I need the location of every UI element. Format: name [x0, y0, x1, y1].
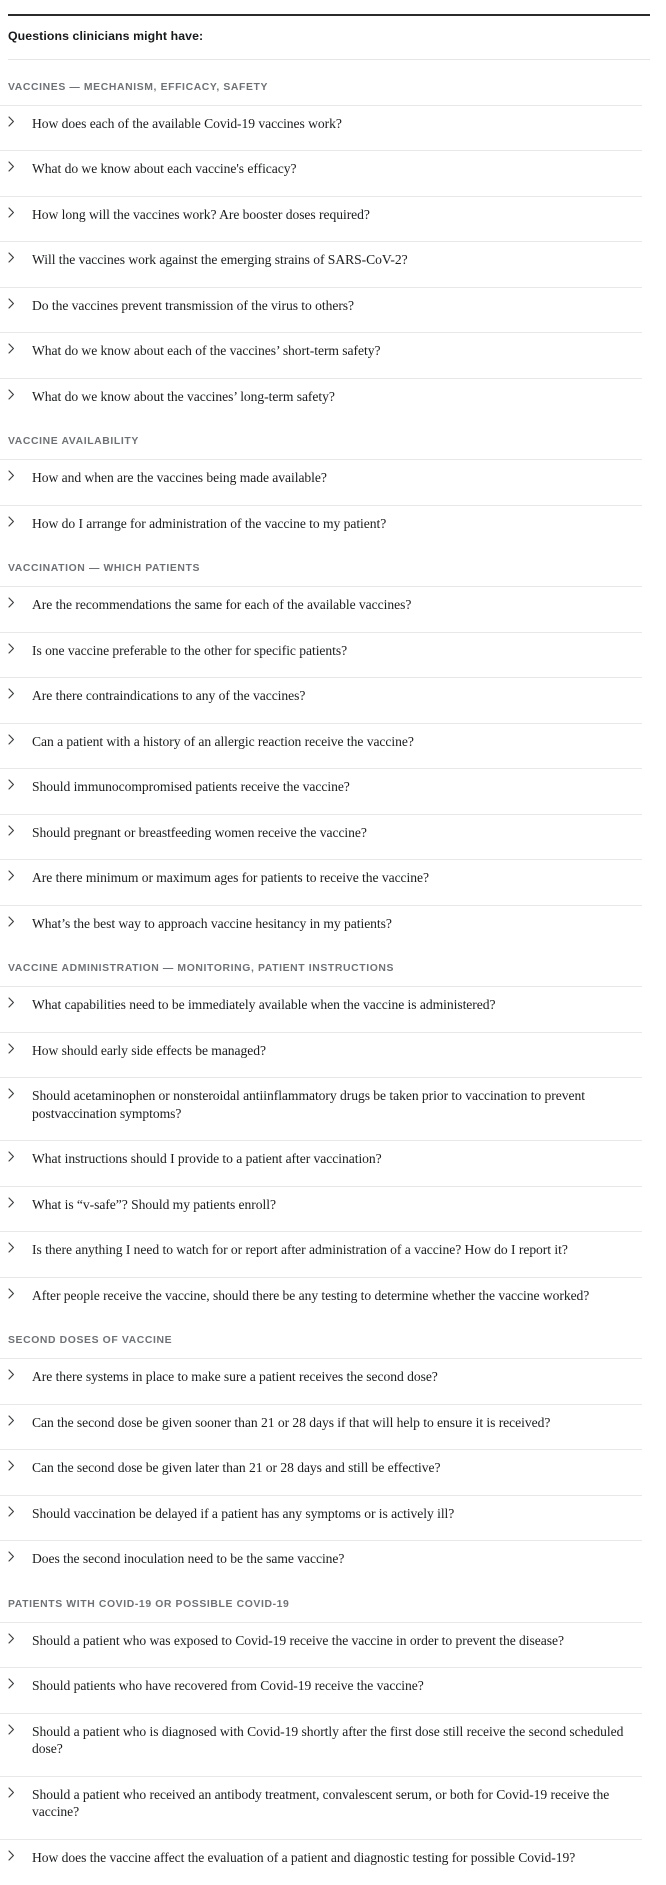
section-header-second-doses-of-vaccine: SECOND DOSES OF VACCINE: [8, 1335, 173, 1347]
question-item[interactable]: [0, 1540, 642, 1577]
question-item[interactable]: [0, 1358, 642, 1395]
chevron-right-icon[interactable]: [8, 1368, 32, 1380]
question-item[interactable]: [0, 1077, 642, 1131]
question-item[interactable]: [0, 1404, 642, 1441]
question-text: Should a patient who received an antibody treatment, convalescent serum, or both for Covid-19 receive the vaccine?: [32, 1786, 610, 1820]
question-text: Are the recommendations the same for each of the available vaccines?: [32, 597, 412, 613]
chevron-right-icon[interactable]: [8, 1849, 32, 1861]
faq-section-vaccines-mechanism-efficacy-safety: [0, 60, 666, 415]
chevron-right-icon[interactable]: [8, 1087, 32, 1099]
chevron-right-icon[interactable]: [8, 687, 32, 699]
question-text: Can the second dose be given sooner than 21 or 28 days if that will help to ensure it is received?: [32, 1414, 551, 1430]
question-text: Can the second dose be given later than 21 or 28 days and still be effective?: [32, 1460, 441, 1476]
question-text: Is there anything I need to watch for or report after administration of a vaccine? How do I report it?: [32, 1242, 568, 1258]
chevron-right-icon[interactable]: [8, 388, 32, 400]
question-item[interactable]: [0, 196, 642, 233]
faq-sections: [0, 60, 666, 1876]
question-item[interactable]: [0, 768, 642, 805]
chevron-right-icon[interactable]: [8, 206, 32, 218]
question-text: What capabilities need to be immediately available when the vaccine is administered?: [32, 997, 496, 1013]
question-item[interactable]: [0, 1140, 642, 1177]
question-text: Are there minimum or maximum ages for patients to receive the vaccine?: [32, 870, 429, 886]
question-item[interactable]: [0, 241, 642, 278]
question-item[interactable]: [0, 1776, 642, 1830]
question-text: How do I arrange for administration of the vaccine to my patient?: [32, 515, 387, 531]
faq-section-second-doses-of-vaccine: [0, 1313, 666, 1577]
question-text: What do we know about the vaccines’ long-term safety?: [32, 388, 335, 404]
chevron-right-icon[interactable]: [8, 1459, 32, 1471]
question-item[interactable]: [0, 105, 642, 142]
question-text: Are there contraindications to any of the vaccines?: [32, 688, 306, 704]
chevron-right-icon[interactable]: [8, 115, 32, 127]
question-text: What’s the best way to approach vaccine hesitancy in my patients?: [32, 915, 392, 931]
chevron-right-icon[interactable]: [8, 1287, 32, 1299]
chevron-right-icon[interactable]: [8, 1677, 32, 1689]
question-text: Will the vaccines work against the emerging strains of SARS-CoV-2?: [32, 252, 408, 268]
question-text: What do we know about each vaccine's efficacy?: [32, 161, 297, 177]
page-title: Questions clinicians might have:: [8, 29, 204, 43]
question-item[interactable]: [0, 1231, 642, 1268]
bottom-spacer: [0, 1875, 666, 1885]
question-text: Should acetaminophen or nonsteroidal antiinflammatory drugs be taken prior to vaccination to prevent postvaccination symptoms?: [32, 1088, 585, 1121]
question-text: What do we know about each of the vaccines’ short-term safety?: [32, 343, 381, 359]
question-item[interactable]: [0, 1713, 642, 1767]
question-item[interactable]: [0, 814, 642, 851]
question-list: [0, 1358, 666, 1577]
chevron-right-icon[interactable]: [8, 1241, 32, 1253]
question-item[interactable]: [0, 1277, 642, 1314]
question-text: Should a patient who was exposed to Covid-19 receive the vaccine in order to prevent the disease?: [32, 1632, 564, 1648]
question-item[interactable]: [0, 1186, 642, 1223]
question-list: [0, 1622, 666, 1876]
question-text: What is “v-safe”? Should my patients enroll?: [32, 1196, 276, 1212]
question-item[interactable]: [0, 459, 642, 496]
question-list: [0, 459, 666, 541]
section-header-vaccination-which-patients: VACCINATION — WHICH PATIENTS: [8, 563, 201, 575]
question-text: How does the vaccine affect the evaluation of a patient and diagnostic testing for possible Covid-19?: [32, 1849, 576, 1865]
question-item[interactable]: [0, 1622, 642, 1659]
chevron-right-icon[interactable]: [8, 869, 32, 881]
chevron-right-icon[interactable]: [8, 515, 32, 527]
question-text: How does each of the available Covid-19 vaccines work?: [32, 115, 342, 131]
question-text: After people receive the vaccine, should there be any testing to determine whether the vaccine worked?: [32, 1287, 590, 1303]
chevron-right-icon[interactable]: [8, 996, 32, 1008]
question-text: Can a patient with a history of an allergic reaction receive the vaccine?: [32, 733, 414, 749]
chevron-right-icon[interactable]: [8, 733, 32, 745]
faq-section-patients-with-covid-19-or-possible-covid-19: [0, 1577, 666, 1876]
question-item[interactable]: [0, 586, 642, 623]
question-text: Should immunocompromised patients receive the vaccine?: [32, 779, 350, 795]
question-text: What instructions should I provide to a patient after vaccination?: [32, 1151, 382, 1167]
chevron-right-icon[interactable]: [8, 596, 32, 608]
question-text: Should vaccination be delayed if a patient has any symptoms or is actively ill?: [32, 1505, 455, 1521]
question-item[interactable]: [0, 1449, 642, 1486]
chevron-right-icon[interactable]: [8, 1550, 32, 1562]
question-text: Do the vaccines prevent transmission of the virus to others?: [32, 297, 355, 313]
question-text: Should patients who have recovered from Covid-19 receive the vaccine?: [32, 1678, 424, 1694]
faq-section-vaccine-availability: [0, 414, 666, 541]
question-item[interactable]: [0, 905, 642, 942]
chevron-right-icon[interactable]: [8, 1042, 32, 1054]
chevron-right-icon[interactable]: [8, 1632, 32, 1644]
question-item[interactable]: [0, 859, 642, 896]
question-item[interactable]: [0, 150, 642, 187]
section-header-vaccines-mechanism-efficacy-safety: VACCINES — MECHANISM, EFFICACY, SAFETY: [8, 81, 269, 93]
question-text: Is one vaccine preferable to the other for specific patients?: [32, 642, 348, 658]
question-text: How and when are the vaccines being made available?: [32, 470, 327, 486]
question-item[interactable]: [0, 1839, 642, 1876]
chevron-right-icon[interactable]: [8, 1196, 32, 1208]
chevron-right-icon[interactable]: [8, 469, 32, 481]
chevron-right-icon[interactable]: [8, 642, 32, 654]
chevron-right-icon[interactable]: [8, 1505, 32, 1517]
question-item[interactable]: [0, 505, 642, 542]
question-item[interactable]: [0, 378, 642, 415]
chevron-right-icon[interactable]: [8, 297, 32, 309]
question-item[interactable]: [0, 723, 642, 760]
chevron-right-icon[interactable]: [8, 778, 32, 790]
chevron-right-icon[interactable]: [8, 1150, 32, 1162]
question-text: How long will the vaccines work? Are booster doses required?: [32, 206, 370, 222]
question-list: [0, 586, 666, 941]
question-item[interactable]: [0, 632, 642, 669]
question-item[interactable]: [0, 677, 642, 714]
chevron-right-icon[interactable]: [8, 160, 32, 172]
question-text: Should pregnant or breastfeeding women receive the vaccine?: [32, 824, 367, 840]
question-item[interactable]: [0, 1495, 642, 1532]
question-text: Does the second inoculation need to be the same vaccine?: [32, 1551, 345, 1567]
faq-section-vaccination-which-patients: [0, 541, 666, 941]
chevron-right-icon[interactable]: [8, 824, 32, 836]
section-header-patients-with-covid-19-or-possible-covid-19: PATIENTS WITH COVID-19 OR POSSIBLE COVID-19: [8, 1598, 290, 1610]
question-text: Should a patient who is diagnosed with Covid-19 shortly after the first dose still receive the second scheduled dose?: [32, 1723, 624, 1757]
question-item[interactable]: [0, 332, 642, 369]
chevron-right-icon[interactable]: [8, 1414, 32, 1426]
chevron-right-icon[interactable]: [8, 1786, 32, 1798]
question-item[interactable]: [0, 287, 642, 324]
question-text: How should early side effects be managed?: [32, 1042, 266, 1058]
faq-page: [0, 14, 666, 1885]
question-list: [0, 105, 666, 415]
chevron-right-icon[interactable]: [8, 915, 32, 927]
chevron-right-icon[interactable]: [8, 1723, 32, 1735]
chevron-right-icon[interactable]: [8, 342, 32, 354]
question-item[interactable]: [0, 1032, 642, 1069]
question-text: Are there systems in place to make sure a patient receives the second dose?: [32, 1369, 438, 1385]
faq-section-vaccine-administration-monitoring-patient-instructions: [0, 941, 666, 1313]
section-header-vaccine-availability: VACCINE AVAILABILITY: [8, 436, 139, 448]
chevron-right-icon[interactable]: [8, 251, 32, 263]
question-list: [0, 986, 666, 1313]
section-header-vaccine-administration-monitoring-patient-instructions: VACCINE ADMINISTRATION — MONITORING, PATIENT INSTRUCTIONS: [8, 963, 395, 975]
question-item[interactable]: [0, 986, 642, 1023]
question-item[interactable]: [0, 1667, 642, 1704]
